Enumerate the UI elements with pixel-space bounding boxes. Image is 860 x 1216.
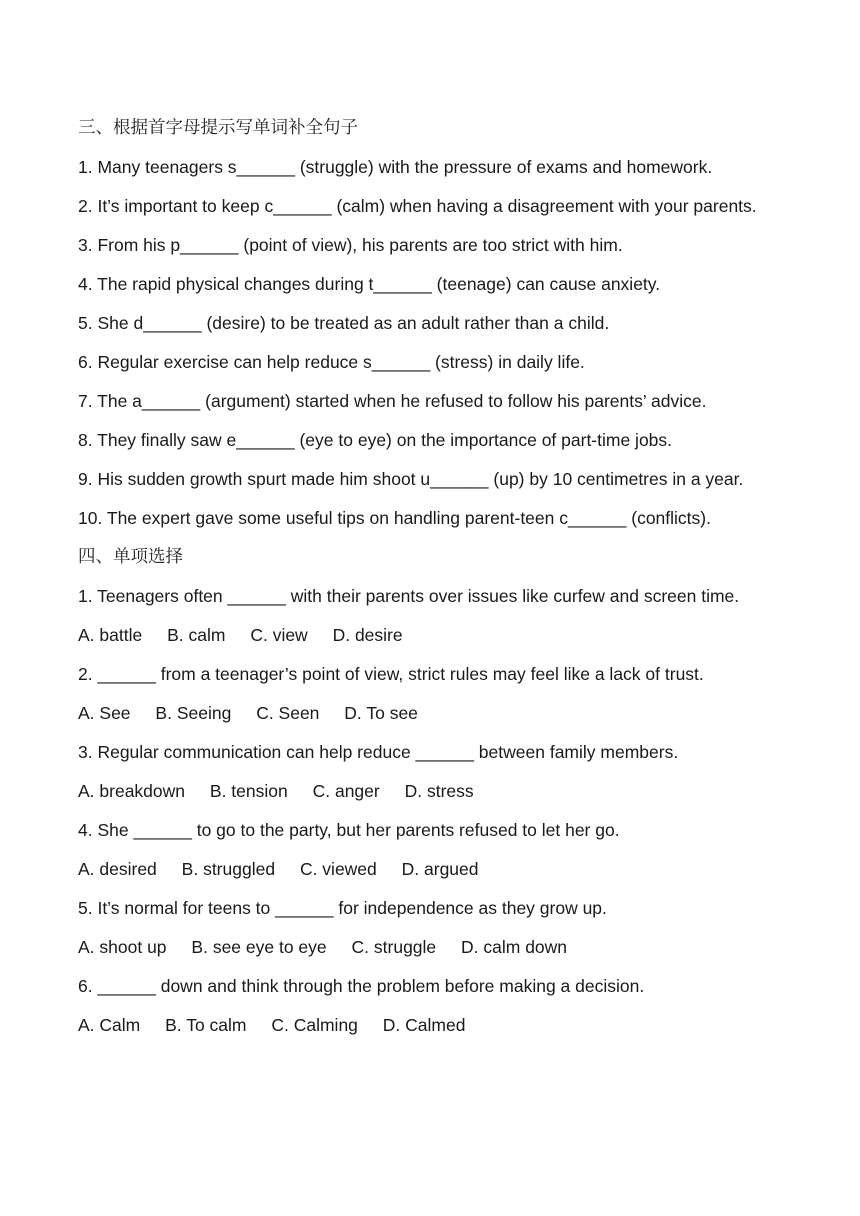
fill-in-item-4: 4. The rapid physical changes during t______ (teenage) can cause anxiety. [78,274,661,294]
fill-in-item-8: 8. They finally saw e______ (eye to eye) on the importance of part-time jobs. [78,430,673,450]
section-4-heading: 四、单项选择 [78,547,183,567]
mc-question-3-options [78,772,784,811]
option-b: B. calm [167,625,226,645]
mc-question-1-options [78,616,784,655]
option-b: B. struggled [181,859,276,879]
option-d: D. calm down [461,937,568,957]
option-b: B. To calm [165,1015,247,1035]
option-d: D. Calmed [382,1015,466,1035]
mc-question-6-options [78,1006,784,1045]
option-c: C. viewed [299,859,377,879]
option-a: A. desired [78,859,157,879]
option-d: D. argued [401,859,479,879]
option-d: D. desire [332,625,403,645]
option-b: B. Seeing [155,703,232,723]
fill-in-item-10: 10. The expert gave some useful tips on handling parent-teen c______ (conflicts). [78,508,711,528]
option-a: A. shoot up [78,937,167,957]
option-c: C. Calming [271,1015,358,1035]
fill-in-item-5: 5. She d______ (desire) to be treated as an adult rather than a child. [78,313,610,333]
mc-question-1-stem: 1. Teenagers often ______ with their parents over issues like curfew and screen time. [78,586,740,606]
section-3-heading: 三、根据首字母提示写单词补全句子 [78,118,358,138]
option-c: C. Seen [256,703,320,723]
option-a: A. battle [78,625,143,645]
mc-question-5-options [78,928,784,967]
worksheet-page [78,109,784,1045]
fill-in-item-7: 7. The a______ (argument) started when he refused to follow his parents’ advice. [78,391,707,411]
option-a: A. breakdown [78,781,186,801]
option-b: B. tension [209,781,288,801]
mc-question-2-stem: 2. ______ from a teenager’s point of view, strict rules may feel like a lack of trust. [78,664,704,684]
option-c: C. anger [312,781,380,801]
option-d: D. To see [344,703,418,723]
fill-in-item-6: 6. Regular exercise can help reduce s______ (stress) in daily life. [78,352,585,372]
option-a: A. Calm [78,1015,141,1035]
fill-in-item-3: 3. From his p______ (point of view), his parents are too strict with him. [78,235,623,255]
mc-question-2-options [78,694,784,733]
option-d: D. stress [404,781,474,801]
mc-question-4-options [78,850,784,889]
mc-question-5-stem: 5. It’s normal for teens to ______ for independence as they grow up. [78,898,607,918]
mc-question-6-stem: 6. ______ down and think through the problem before making a decision. [78,976,645,996]
mc-question-4-stem: 4. She ______ to go to the party, but her parents refused to let her go. [78,820,620,840]
fill-in-item-1: 1. Many teenagers s______ (struggle) with the pressure of exams and homework. [78,157,713,177]
fill-in-item-9: 9. His sudden growth spurt made him shoot u______ (up) by 10 centimetres in a year. [78,469,744,489]
fill-in-item-2: 2. It’s important to keep c______ (calm) when having a disagreement with your parents. [78,196,757,216]
option-c: C. struggle [351,937,437,957]
option-a: A. See [78,703,131,723]
mc-question-3-stem: 3. Regular communication can help reduce ______ between family members. [78,742,679,762]
option-b: B. see eye to eye [191,937,327,957]
option-c: C. view [250,625,308,645]
